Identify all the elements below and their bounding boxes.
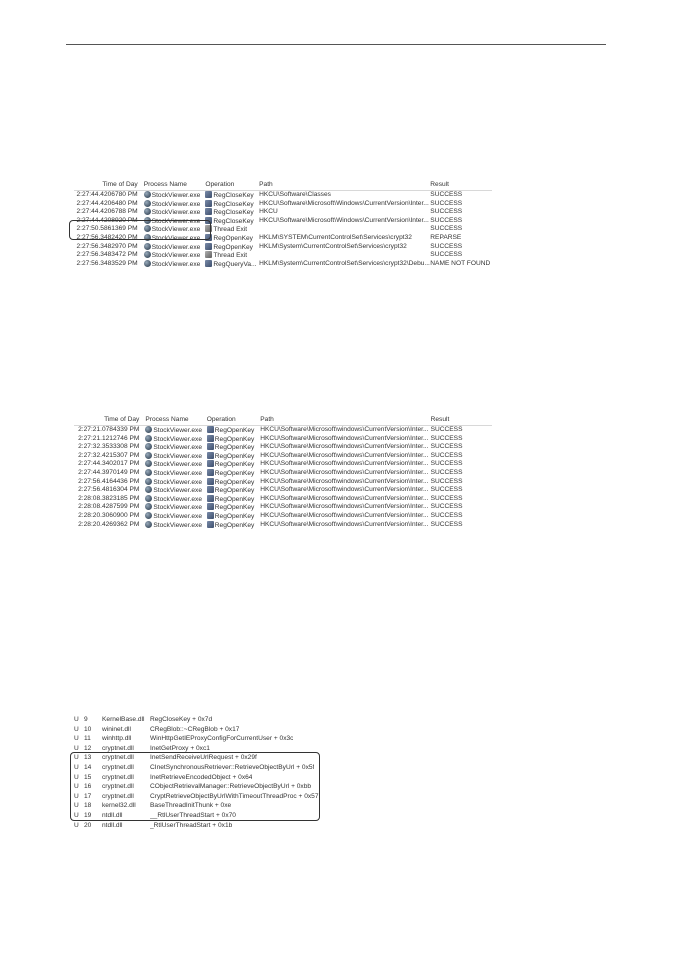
frame-module: kernel32.dll — [102, 802, 136, 810]
registry-icon — [207, 469, 214, 476]
operation-name: RegCloseKey — [213, 200, 254, 208]
path-cell: HKLM\System\CurrentControlSet\Services\crypt32\Debu... — [259, 259, 430, 267]
col-result[interactable]: Result — [430, 181, 449, 188]
frame-type: U — [74, 716, 79, 723]
table-row[interactable] — [74, 426, 492, 435]
process-cell — [141, 443, 206, 452]
result-cell: SUCCESS — [430, 460, 463, 468]
path-cell: HKLM\SYSTEM\CurrentControlSet\Services\crypt32 — [259, 233, 412, 241]
process-name: StockViewer.exe — [153, 444, 202, 452]
path-cell: HKCU\Software\Microsoft\windows\CurrentVersion\Inter... — [260, 426, 429, 433]
time-cell: 2:27:56.4164436 PM — [78, 477, 140, 485]
result-cell: SUCCESS — [430, 225, 463, 233]
process-name: StockViewer.exe — [151, 226, 201, 234]
table-row[interactable] — [74, 243, 492, 252]
process-icon — [144, 200, 151, 207]
time-cell: 2:27:44.3970149 PM — [78, 468, 140, 476]
process-cell — [140, 191, 206, 200]
operation-cell — [207, 495, 260, 504]
frame-number: 19 — [84, 811, 92, 819]
col-path[interactable]: Path — [260, 416, 274, 423]
operation-cell — [207, 469, 260, 478]
operation-cell — [207, 512, 260, 521]
process-cell — [140, 243, 206, 252]
stack-frame[interactable] — [74, 725, 319, 735]
registry-icon — [205, 200, 212, 207]
frame-module: wininet.dll — [102, 725, 131, 733]
process-name: StockViewer.exe — [153, 487, 202, 495]
process-name: StockViewer.exe — [153, 521, 202, 529]
process-icon — [145, 469, 152, 476]
process-name: StockViewer.exe — [151, 234, 201, 242]
path-cell: HKLM\System\CurrentControlSet\Services\crypt32 — [259, 242, 407, 250]
result-cell: SUCCESS — [430, 494, 463, 502]
thread-icon — [205, 251, 212, 258]
result-cell: SUCCESS — [430, 443, 463, 451]
table-header — [74, 415, 492, 426]
frame-module: cryptnet.dll — [102, 773, 134, 781]
path-cell: HKCU\Software\Microsoft\windows\CurrentVersion\Inter... — [260, 451, 429, 459]
process-name: StockViewer.exe — [153, 469, 202, 477]
time-cell: 2:28:08.3823185 PM — [78, 494, 140, 502]
path-cell: HKCU\Software\Microsoft\windows\CurrentVersion\Inter... — [260, 460, 429, 468]
path-cell: HKCU\Software\Microsoft\Windows\CurrentVersion\Inter... — [259, 216, 429, 224]
operation-cell — [205, 191, 259, 200]
registry-icon — [205, 208, 212, 215]
operation-name: RegOpenKey — [213, 243, 253, 251]
frame-type: U — [74, 773, 79, 781]
path-cell: HKCU\Software\Microsoft\windows\CurrentVersion\Inter... — [260, 520, 429, 528]
frame-module: KernelBase.dll — [102, 716, 145, 723]
process-icon — [145, 495, 152, 502]
frame-module: cryptnet.dll — [102, 792, 134, 800]
process-cell — [141, 460, 206, 469]
frame-number: 18 — [84, 802, 92, 810]
operation-name: RegOpenKey — [214, 461, 255, 469]
table-row[interactable] — [74, 495, 492, 504]
table-row[interactable] — [74, 435, 492, 444]
process-icon — [145, 521, 152, 528]
result-cell: SUCCESS — [430, 520, 463, 528]
time-cell: 2:27:32.4215307 PM — [78, 451, 140, 459]
result-cell: SUCCESS — [430, 451, 463, 459]
frame-location: InetRetrieveEncodedObject + 0x64 — [150, 773, 253, 781]
table-row[interactable] — [74, 486, 492, 495]
process-icon — [145, 512, 152, 519]
table-row[interactable] — [74, 208, 492, 217]
operation-name: RegOpenKey — [214, 427, 255, 434]
process-cell — [140, 200, 206, 209]
highlight-box-cryptnet-frames — [70, 752, 320, 821]
process-name: StockViewer.exe — [151, 217, 201, 225]
operation-name: RegOpenKey — [214, 487, 255, 495]
registry-icon — [207, 443, 214, 450]
operation-name: RegOpenKey — [214, 495, 255, 503]
process-icon — [145, 435, 152, 442]
process-icon — [145, 426, 152, 433]
col-time-of-day[interactable]: Time of Day — [102, 181, 138, 188]
registry-icon — [205, 243, 212, 250]
frame-number: 9 — [84, 716, 88, 723]
result-cell: NAME NOT FOUND — [430, 259, 491, 267]
process-cell — [140, 208, 206, 217]
procmon-table-2 — [74, 415, 492, 529]
operation-cell — [207, 443, 260, 452]
operation-name: RegOpenKey — [214, 469, 255, 477]
path-cell: HKCU\Software\Microsoft\windows\CurrentVersion\Inter... — [260, 503, 429, 511]
frame-number: 11 — [84, 735, 91, 743]
process-cell — [141, 469, 206, 478]
time-cell: 2:27:56.3483472 PM — [76, 251, 138, 259]
time-cell: 2:28:20.3060900 PM — [78, 511, 140, 519]
frame-type: U — [74, 792, 79, 800]
time-cell: 2:27:56.3482420 PM — [76, 233, 138, 241]
result-cell: SUCCESS — [430, 486, 463, 494]
stack-frame[interactable] — [74, 821, 319, 831]
result-cell: REPARSE — [430, 233, 462, 241]
table-header — [74, 180, 492, 191]
operation-cell — [207, 486, 260, 495]
result-cell: SUCCESS — [430, 191, 463, 198]
process-name: StockViewer.exe — [153, 478, 202, 486]
operation-cell — [205, 217, 259, 226]
frame-type: U — [74, 754, 79, 762]
registry-icon — [207, 435, 214, 442]
path-cell: HKCU\Software\Microsoft\windows\CurrentVersion\Inter... — [260, 477, 429, 485]
table-row[interactable] — [74, 452, 492, 461]
result-cell: SUCCESS — [430, 511, 463, 519]
table-row[interactable] — [74, 521, 492, 530]
operation-cell — [205, 243, 259, 252]
table-row[interactable] — [74, 503, 492, 512]
operation-cell — [207, 426, 260, 435]
frame-type: U — [74, 802, 79, 810]
result-cell: SUCCESS — [430, 216, 463, 224]
stack-frame[interactable] — [74, 715, 319, 725]
result-cell: SUCCESS — [430, 477, 463, 485]
col-operation[interactable]: Operation — [206, 416, 236, 423]
operation-cell — [207, 503, 260, 512]
registry-icon — [207, 478, 214, 485]
process-icon — [145, 460, 152, 467]
process-cell — [141, 512, 206, 521]
process-cell — [141, 521, 206, 530]
process-name: StockViewer.exe — [151, 260, 201, 268]
time-cell: 2:27:21.1212746 PM — [78, 434, 140, 442]
highlight-box-thread-exit — [69, 217, 211, 240]
process-icon — [145, 486, 152, 493]
path-cell: HKCU\Software\Microsoft\windows\CurrentVersion\Inter... — [260, 486, 429, 494]
frame-location: InetGetProxy + 0xc1 — [150, 744, 210, 752]
frame-number: 12 — [84, 744, 92, 752]
time-cell: 2:27:44.4206788 PM — [76, 208, 138, 216]
table-row[interactable] — [74, 443, 492, 452]
table-row[interactable] — [74, 478, 492, 487]
process-icon — [144, 243, 151, 250]
frame-module: cryptnet.dll — [102, 754, 134, 762]
col-operation[interactable]: Operation — [205, 181, 235, 188]
frame-type: U — [74, 783, 79, 791]
frame-number: 17 — [84, 792, 92, 800]
frame-location: CryptRetrieveObjectByUrlWithTimeoutThreadProc + 0x57 — [150, 792, 319, 800]
col-result[interactable]: Result — [430, 416, 450, 423]
operation-name: RegOpenKey — [214, 444, 255, 452]
process-icon — [145, 452, 152, 459]
frame-location: CObjectRetrievalManager::RetrieveObjectByUrl + 0xbb — [150, 783, 312, 791]
frame-location: __RtlUserThreadStart + 0x70 — [150, 811, 236, 819]
registry-icon — [207, 460, 214, 467]
process-cell — [141, 435, 206, 444]
frame-location: InetSendReceiveUrlRequest + 0x29f — [150, 754, 257, 762]
operation-name: Thread Exit — [213, 252, 248, 260]
result-cell: SUCCESS — [430, 251, 463, 259]
operation-cell — [205, 208, 259, 217]
operation-name: RegCloseKey — [213, 209, 254, 217]
operation-name: RegOpenKey — [213, 234, 253, 242]
frame-number: 20 — [84, 821, 92, 829]
col-path[interactable]: Path — [259, 181, 273, 188]
process-name: StockViewer.exe — [151, 252, 201, 260]
result-cell: SUCCESS — [430, 503, 463, 511]
frame-module: cryptnet.dll — [102, 744, 134, 752]
time-cell: 2:27:44.4208920 PM — [76, 216, 138, 224]
operation-cell — [207, 460, 260, 469]
operation-name: RegOpenKey — [214, 478, 255, 486]
process-cell — [141, 503, 206, 512]
result-cell: SUCCESS — [430, 199, 463, 207]
process-name: StockViewer.exe — [151, 243, 201, 251]
operation-name: RegOpenKey — [214, 512, 255, 520]
registry-icon — [205, 260, 212, 267]
frame-number: 16 — [84, 783, 92, 791]
registry-icon — [205, 191, 212, 198]
path-cell: HKCU\Software\Microsoft\windows\CurrentVersion\Inter... — [260, 511, 429, 519]
time-cell: 2:28:08.4287599 PM — [78, 503, 140, 511]
time-cell: 2:27:56.4816304 PM — [78, 486, 140, 494]
path-cell: HKCU\Software\Microsoft\Windows\CurrentVersion\Inter... — [259, 199, 429, 207]
operation-name: RegOpenKey — [214, 452, 255, 460]
time-cell: 2:27:44.4206480 PM — [76, 199, 138, 207]
process-icon — [144, 260, 151, 267]
table-row[interactable] — [74, 200, 492, 209]
operation-cell — [207, 521, 260, 530]
frame-type: U — [74, 744, 79, 752]
process-cell — [141, 486, 206, 495]
registry-icon — [207, 512, 214, 519]
process-name: StockViewer.exe — [153, 461, 202, 469]
table-row[interactable] — [74, 460, 492, 469]
process-name: StockViewer.exe — [151, 200, 201, 208]
process-name: StockViewer.exe — [153, 427, 202, 434]
frame-module: cryptnet.dll — [102, 783, 134, 791]
frame-type: U — [74, 735, 79, 743]
process-name: StockViewer.exe — [153, 504, 202, 512]
process-name: StockViewer.exe — [153, 512, 202, 520]
frame-location: WinHttpGetIEProxyConfigForCurrentUser + 0x3c — [150, 735, 294, 743]
path-cell: HKCU\Software\Classes — [259, 191, 331, 198]
frame-number: 10 — [84, 725, 92, 733]
result-cell: SUCCESS — [430, 242, 463, 250]
time-cell: 2:27:21.0784339 PM — [78, 426, 140, 433]
frame-location: _RtlUserThreadStart + 0x1b — [150, 821, 233, 829]
process-name: StockViewer.exe — [151, 192, 201, 199]
registry-icon — [207, 521, 214, 528]
path-cell: HKCU\Software\Microsoft\windows\CurrentVersion\Inter... — [260, 443, 429, 451]
path-cell: HKCU\Software\Microsoft\windows\CurrentVersion\Inter... — [260, 494, 429, 502]
process-icon — [145, 478, 152, 485]
frame-location: CInetSynchronousRetriever::RetrieveObjectByUrl + 0x5f — [150, 763, 315, 771]
operation-cell — [205, 225, 259, 234]
process-name: StockViewer.exe — [153, 495, 202, 503]
frame-type: U — [74, 725, 79, 733]
process-icon — [145, 443, 152, 450]
header-rule — [66, 44, 606, 45]
time-cell: 2:27:56.3482970 PM — [76, 242, 138, 250]
path-cell: HKCU — [259, 208, 278, 216]
process-name: StockViewer.exe — [151, 209, 201, 217]
frame-module: ntdll.dll — [102, 821, 123, 829]
operation-name: RegOpenKey — [214, 435, 255, 443]
operation-cell — [205, 234, 259, 243]
registry-icon — [207, 426, 214, 433]
time-cell: 2:27:44.4206780 PM — [76, 191, 138, 198]
frame-location: RegCloseKey + 0x7d — [150, 716, 213, 723]
operation-name: RegQueryVa... — [213, 260, 257, 268]
process-cell — [141, 495, 206, 504]
operation-name: RegCloseKey — [213, 217, 254, 225]
frame-type: U — [74, 811, 79, 819]
operation-name: Thread Exit — [213, 226, 248, 234]
operation-cell — [207, 452, 260, 461]
process-icon — [144, 208, 151, 215]
frame-module: winhttp.dll — [102, 735, 132, 743]
result-cell: SUCCESS — [430, 426, 463, 433]
operation-cell — [207, 478, 260, 487]
path-cell — [259, 225, 430, 234]
col-process-name[interactable]: Process Name — [145, 416, 189, 423]
frame-module: cryptnet.dll — [102, 763, 134, 771]
time-cell: 2:28:20.4269362 PM — [78, 520, 140, 528]
path-cell — [259, 251, 430, 260]
operation-cell — [205, 200, 259, 209]
path-cell: HKCU\Software\Microsoft\windows\CurrentVersion\Inter... — [260, 434, 429, 442]
frame-location: BaseThreadInitThunk + 0xe — [150, 802, 232, 810]
result-cell: SUCCESS — [430, 468, 463, 476]
table-row[interactable] — [74, 512, 492, 521]
time-cell: 2:27:56.3483529 PM — [76, 259, 138, 267]
registry-icon — [207, 503, 214, 510]
process-icon — [145, 503, 152, 510]
frame-number: 13 — [84, 754, 92, 762]
result-cell: SUCCESS — [430, 434, 463, 442]
process-cell — [141, 452, 206, 461]
registry-icon — [207, 486, 214, 493]
process-cell — [140, 260, 206, 269]
process-cell — [141, 426, 206, 435]
process-cell — [140, 251, 206, 260]
process-name: StockViewer.exe — [153, 452, 202, 460]
process-name: StockViewer.exe — [153, 435, 202, 443]
registry-icon — [207, 452, 214, 459]
time-cell: 2:27:32.3533308 PM — [78, 443, 140, 451]
process-cell — [141, 478, 206, 487]
operation-name: RegOpenKey — [214, 504, 255, 512]
frame-number: 14 — [84, 763, 92, 771]
operation-cell — [207, 435, 260, 444]
frame-location: CRegBlob::~CRegBlob + 0x17 — [150, 725, 240, 733]
time-cell: 2:27:44.3402017 PM — [78, 460, 140, 468]
frame-type: U — [74, 821, 79, 829]
table-row[interactable] — [74, 251, 492, 260]
stack-frame[interactable] — [74, 734, 319, 744]
path-cell: HKCU\Software\Microsoft\windows\CurrentVersion\Inter... — [260, 468, 429, 476]
table-row[interactable] — [74, 191, 492, 200]
frame-module: ntdll.dll — [102, 811, 123, 819]
process-icon — [144, 191, 151, 198]
frame-number: 15 — [84, 773, 92, 781]
operation-cell — [205, 260, 259, 269]
registry-icon — [207, 495, 214, 502]
frame-type: U — [74, 763, 79, 771]
process-icon — [144, 251, 151, 258]
col-time-of-day[interactable]: Time of Day — [104, 416, 140, 423]
result-cell: SUCCESS — [430, 208, 463, 216]
table-row[interactable] — [74, 469, 492, 478]
operation-cell — [205, 251, 259, 260]
table-row[interactable] — [74, 260, 492, 269]
time-cell: 2:27:50.5861369 PM — [76, 225, 138, 233]
table-body — [74, 426, 492, 529]
operation-name: RegOpenKey — [214, 521, 255, 529]
operation-name: RegCloseKey — [213, 192, 254, 199]
col-process-name[interactable]: Process Name — [143, 181, 187, 188]
